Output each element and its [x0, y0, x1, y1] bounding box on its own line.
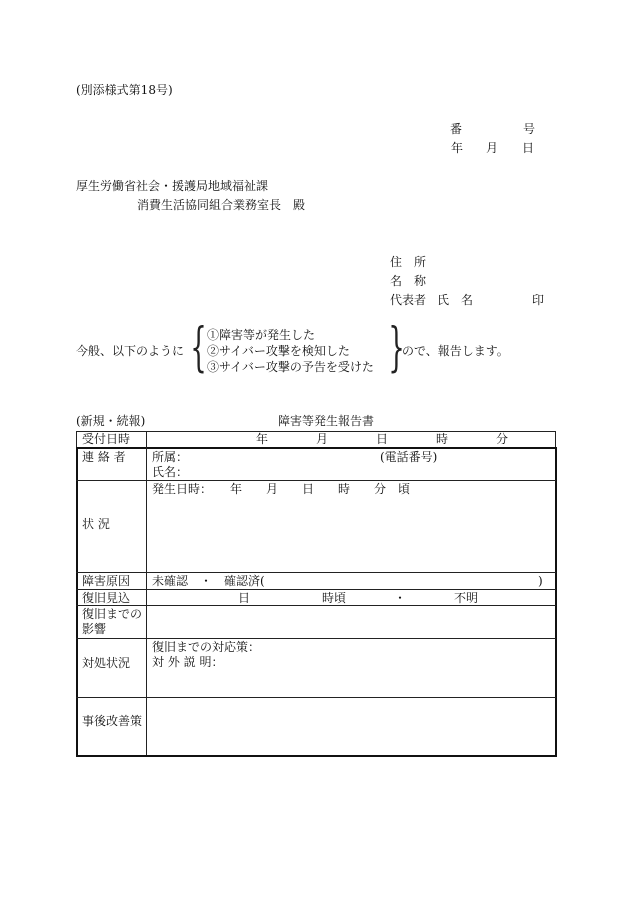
field-cause[interactable]: 未確認 ・ 確認済( — [152, 574, 265, 588]
row-received — [76, 431, 556, 447]
field-external-explanation[interactable]: 対 外 説 明： — [152, 655, 224, 669]
number-label: 番 — [450, 122, 463, 136]
addressee-title: 消費生活協同組合業務室長 殿 — [137, 198, 306, 212]
row-response — [76, 638, 556, 698]
intro-prefix: 今般、以下のように — [76, 344, 185, 358]
date-month: 月 — [486, 141, 499, 155]
field-recovery-measures[interactable]: 復旧までの対応策： — [152, 640, 261, 654]
label-received: 受付日時 — [82, 432, 131, 446]
sender-rep: 代表者 — [390, 293, 427, 307]
field-contact-name[interactable]: 氏名： — [152, 465, 189, 479]
label-improvement: 事後改善策 — [82, 714, 143, 728]
field-phone[interactable]: (電話番号) — [380, 450, 438, 464]
row-recovery — [76, 589, 556, 606]
field-affiliation[interactable]: 所属： — [152, 450, 189, 464]
number-label-suffix: 号 — [523, 122, 536, 136]
sender-name: 名 称 — [390, 274, 427, 288]
intro-suffix: ので、報告します。 — [402, 344, 509, 358]
label-response: 対処状況 — [82, 656, 131, 670]
label-impact: 復旧までの — [82, 607, 143, 621]
row-impact — [76, 605, 556, 639]
left-brace: { — [190, 318, 207, 378]
field-received[interactable]: 年 月 日 時 分 — [256, 432, 509, 446]
cause-close-paren: ) — [538, 574, 543, 588]
report-title: 障害等発生報告書 — [278, 414, 375, 428]
addressee-dept: 厚生労働省社会・援護局地域福祉課 — [76, 179, 269, 193]
sender-address: 住 所 — [390, 255, 427, 269]
row-cause — [76, 572, 556, 590]
date-year: 年 — [451, 141, 464, 155]
form-number: (別添様式第18号) — [76, 83, 173, 97]
label-contact: 連 絡 者 — [82, 450, 126, 464]
row-improvement — [76, 697, 556, 756]
field-status[interactable]: 発生日時： 年 月 日 時 分 頃 — [152, 482, 411, 496]
field-recovery[interactable]: 日 時頃 ・ 不明 — [238, 591, 479, 605]
label-status: 状 況 — [82, 517, 110, 531]
report-type: (新規・続報) — [76, 414, 146, 428]
date-day: 日 — [522, 141, 535, 155]
label-recovery: 復旧見込 — [82, 591, 131, 605]
label-cause: 障害原因 — [82, 574, 131, 588]
row-contact — [76, 447, 556, 480]
row-status — [76, 480, 556, 573]
intro-option: ③サイバー攻撃の予告を受けた — [207, 360, 374, 374]
sender-rep-name: 氏 名 — [437, 293, 474, 307]
seal-mark: 印 — [532, 293, 545, 307]
right-brace: } — [388, 318, 405, 378]
label-impact-2: 影響 — [82, 622, 107, 636]
intro-option: ①障害等が発生した — [207, 328, 316, 342]
intro-option: ②サイバー攻撃を検知した — [207, 344, 350, 358]
